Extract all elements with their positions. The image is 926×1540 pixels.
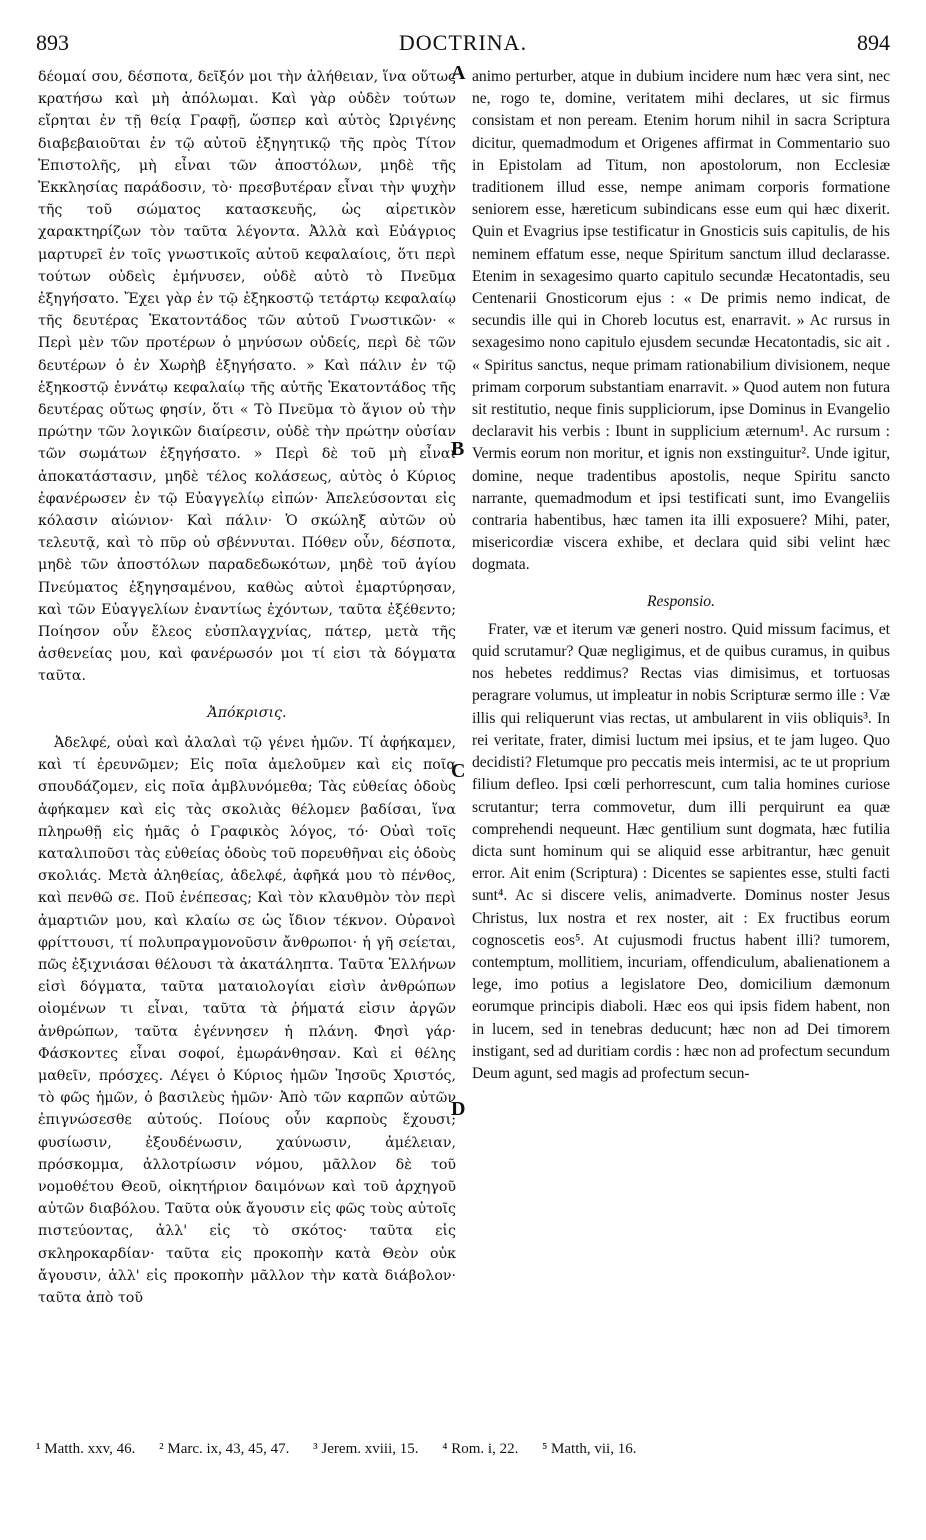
page-number-right: 894 [857,30,890,55]
footnote-2: ² Marc. ix, 43, 45, 47. [159,1441,290,1457]
greek-column [38,66,456,1309]
latin-paragraph-1: animo perturber, atque in dubium incidere num hæc vera sint, nec ne, rogo te, domine, veritatem mihi declares, ut sic firmus consistam et non peream. Etenim horum nihil in sacra Scriptura dicitur, quemadmodum et Origenes affirmat in Commentario suo in Epistolam ad Titum, non apostolorum, non Ecclesiæ traditionem illud esse, nempe animam corporis formatione seniorem esse, hæreticum subindicans esse eum qui hæc dixerit. Quin et Evagrius ipse testificatur in Gnosticis suis capitulis, de his neminem effatum esse, neque Spiritum sanctum illud declarasse. Etenim in sexagesimo quarto capitulo secundæ Hecatontadis, seu Centenarii Gnosticorum ejus : « De primis nemo indicat, de secundis ille qui in Choreb locutus est, enarravit. » Ac rursus in sexagesimo nono capitulo ejusdem secundæ Hecatontadis, sic ait . « Spiritus sanctus, neque primam rationabilium divisionem, neque primam corporum substantiam enarravit. » Quod autem non futura sit restitutio, neque finis suppliciorum, ipse Dominus in Evangelio declaravit his verbis : Ibunt in supplicium æternum¹. Ac rursum : Vermis eorum non moritur, et ignis non exstinguitur². Unde igitur, domine, neque tradentibus apostolis, neque Spiritu sancto narrante, quemadmodum et ipsi testificati sunt, imo Evangeliis contraria habentibus, hæc tamen ita illi exposuere? Mihi, pater, misericordiæ viscera exhibe, et declara quid sibi velint hæc dogmata. [472,68,890,574]
footnote-4: ⁴ Rom. i, 22. [442,1441,519,1457]
latin-paragraph-2: Frater, væ et iterum væ generi nostro. Quid missum facimus, et quid scrutamur? Quæ negligimus, et de quibus curamus, in quibus nos hebetes reddimus? Rectas vias dimisimus, et tortuosas peragrare volumus, ut impleatur in nobis Scripturæ sermo ille : Væ illis qui reliquerunt vias rectas, ut ambularent in viis obliquis³. In rei veritate, frater, dimisi luctum mei ipsius, et te jam lugeo. Quo decidisti? Fletumque pro peccatis meis intermisi, ac te ut proprium filium defleo. Ipsi cœli perhorrescunt, cum talia homines curiose scrutantur; terra commovetur, dum illi perquirunt ea quæ comprehendi nequeunt. Hæc gentilium sunt dogmata, hæc futilia dicta sunt hominum qui se aliquid esse arbitrantur, hæc genuit error. Ait enim (Scriptura) : Dicentes se sapientes esse, stulti facti sunt⁴. Ac si discere velis, animadverte. Dominus noster Jesus Christus, lux nostra et rex noster, ait : Ex fructibus eorum cognoscetis eos⁵. At cujusmodi fructus habent illi? tumorem, contemptum, mollitiem, incuriam, offendiculum, abalienationem a lege, imo potius a legislatore Deo, domicilium dæmonum eorumque principis diaboli. Hæc eos qui ipsis fidem habent, non in lucem, sed in tenebras deducunt; hæc non ad Dei timorem instigant, sed ad duritiam cordis : hæc non ad profectum secundum Deum agunt, sed magis ad profectum secun- [472,620,890,1082]
latin-column [472,66,890,1085]
footnote-1: ¹ Matth. xxv, 46. [36,1441,136,1457]
margin-marker-c: C [451,760,466,782]
latin-heading: Responsio. [646,592,715,610]
margin-marker-d: D [451,1098,466,1120]
running-title: DOCTRINA. [398,30,528,55]
footnote-3: ³ Jerem. xviii, 15. [313,1441,419,1457]
footnotes [36,1441,886,1458]
margin-marker-a: A [451,62,466,84]
footnote-5: ⁵ Matth, vii, 16. [542,1441,637,1457]
page-header [36,30,890,60]
margin-marker-b: B [451,438,465,460]
greek-paragraph-2: Ἀδελφέ, οὐαὶ καὶ ἀλαλαὶ τῷ γένει ἡμῶν. Τί ἀφήκαμεν, καὶ τί ἐρευνῶμεν; Εἰς ποῖα ἀμελοῦμεν καὶ εἰς ποῖα σπουδάζομεν, εἰς ποῖα ἀμβλυνόμεθα; Τὰς εὐθείας ὁδοὺς ἀφήκαμεν καὶ εἰς τὰς σκολιὰς θέλομεν βαδίσαι, ἵνα πληρωθῇ εἰς ἡμᾶς ὁ Γραφικὸς λόγος, τό· Οὐαὶ τοῖς καταλιποῦσι τὰς εὐθείας ὁδοὺς τοῦ πορευθῆναι εἰς ὁδοὺς σκολιάς. Μετὰ ἀληθείας, ἀδελφέ, ἀφῆκά μου τὸ πένθος, καὶ πενθῶ σε. Ποῦ ἐνέπεσας; Καὶ τὸν κλαυθμὸν τὸν περὶ ἁμαρτιῶν μου, καὶ κλαίω σε ὡς ἴδιον τέκνον. Οὐρανοὶ φρίττουσι, τί πολυπραγμονοῦσιν ἄνθρωποι· ἡ γῆ σείεται, πῶς ἐξιχνιάσαι θέλουσι τὰ ἀκατάληπτα. Ταῦτα Ἑλλήνων εἰσὶ δόγματα, ταῦτα ματαιολογίαι εἰσὶν ἀνθρώπων οἰομένων τι εἶναι, ταῦτα τὰ ῥήματά εἰσιν ἀργῶν ἀνθρώπων, ταῦτα ἐγέννησεν ἡ πλάνη. Φησὶ γάρ· Φάσκοντες εἶναι σοφοί, ἐμωράνθησαν. Καὶ εἰ θέλης μαθεῖν, πρόσχες. Λέγει ὁ Κύριος ἡμῶν Ἰησοῦς Χριστός, τὸ φῶς ἡμῶν, ὁ βασιλεὺς ἡμῶν· Ἀπὸ τῶν καρπῶν αὐτῶν ἐπιγνώσεσθε αὐτούς. Ποίους οὖν καρποὺς ἔχουσι; φυσίωσιν, ἐξουδένωσιν, χαύνωσιν, ἀμέλειαν, πρόσκομμα, ἀλλοτρίωσιν νόμου, μᾶλλον δὲ τοῦ νομοθέτου Θεοῦ, οἰκητήριον δαιμόνων καὶ τοῦ ἀρχηγοῦ αὐτῶν διαβόλου. Ταῦτα οὐκ ἄγουσιν εἰς φῶς τοὺς αὐτοῖς πιστεύοντας, ἀλλ' εἰς τὸ σκότος· ταῦτα εἰς σκληροκαρδίαν· ταῦτα εἰς προκοπὴν κατὰ Θεὸν οὐκ ἄγουσιν, ἀλλ' εἰς προκοπὴν μᾶλλον τὴν κατὰ διάβολον· ταῦτα ἀπὸ τοῦ [38,734,456,1306]
greek-heading: Ἀπόκρισις. [207,704,287,721]
page-number-left: 893 [36,30,69,55]
greek-paragraph-1: δέομαί σου, δέσποτα, δεῖξόν μοι τὴν ἀλήθειαν, ἵνα οὕτως κρατήσω καὶ μὴ ἀπόλωμαι. Καὶ γὰρ οὐδὲν τούτων εἴρηται ἐν τῇ θείᾳ Γραφῇ, ὥσπερ καὶ αὐτὸς Ὠριγένης διαβεβαιοῦται ἐν τῷ αὐτοῦ ἐξηγητικῷ τῆς πρὸς Τίτον Ἐπιστολῆς, μὴ εἶναι τῶν ἀποστόλων, μηδὲ τῆς Ἐκκλησίας παράδοσιν, τὸ· πρεσβυτέραν εἶναι τὴν ψυχὴν τῆς τοῦ σώματος κατασκευῆς, ὡς αἱρετικὸν χαρακτηρίζων τὸν ταῦτα λέγοντα. Ἀλλὰ καὶ Εὐάγριος μαρτυρεῖ ἐν τοῖς γνωστικοῖς αὐτοῦ κεφαλαίοις, ὅτι περὶ τούτων οὐδεὶς ἐμήνυσεν, οὐδὲ αὐτὸ τὸ Πνεῦμα ἐξηγήσατο. Ἔχει γὰρ ἐν τῷ ἑξηκοστῷ τετάρτῳ κεφαλαίῳ τῆς δευτέρας Ἑκατοντάδος τῶν αὐτοῦ Γνωστικῶν· « Περὶ μὲν τῶν προτέρων ὁ μηνύσων οὐδείς, περὶ δὲ τῶν δευτέρων ὁ ἐν Χωρὴβ ἐξηγήσατο. » Καὶ πάλιν ἐν τῷ ἑξηκοστῷ ἐννάτῳ κεφαλαίῳ τῆς αὐτῆς Ἑκατοντάδος τῆς δευτέρας οὕτως φησίν, ὅτι « Τὸ Πνεῦμα τὸ ἅγιον οὐ τὴν πρώτην τῶν λογικῶν διαίρεσιν, οὐδὲ τὴν πρώτην οὐσίαν τῶν σωμάτων ἐξηγήσατο. » Περὶ δὲ τοῦ μὴ εἶναι ἀποκατάστασιν, μηδὲ τέλος κολάσεως, αὐτὸς ὁ Κύριος ἐφανέρωσεν ἐν τῷ Εὐαγγελίῳ εἰπών· Ἀπελεύσονται εἰς κόλασιν αἰώνιον· Καὶ πάλιν· Ὁ σκώληξ αὐτῶν οὐ τελευτᾷ, καὶ τὸ πῦρ οὐ σβέννυται. Πόθεν οὖν, δέσποτα, μηδὲ τῶν ἀποστόλων παραδεδωκότων, μηδὲ τοῦ ἁγίου Πνεύματος ἐξηγησαμένου, καθὼς αὐτοὶ ἐμαρτύρησαν, καὶ τῶν Εὐαγγελίων ἐναντίως ἐχόντων, ταῦτα ἐξέθεντο; Ποίησον οὖν ἔλεος εὐσπλαγχνίας, πάτερ, μετὰ τῆς ἀσθενείας μου, καὶ φανέρωσόν μοι τί εἰσι τὰ δόγματα ταῦτα. [38,69,456,685]
